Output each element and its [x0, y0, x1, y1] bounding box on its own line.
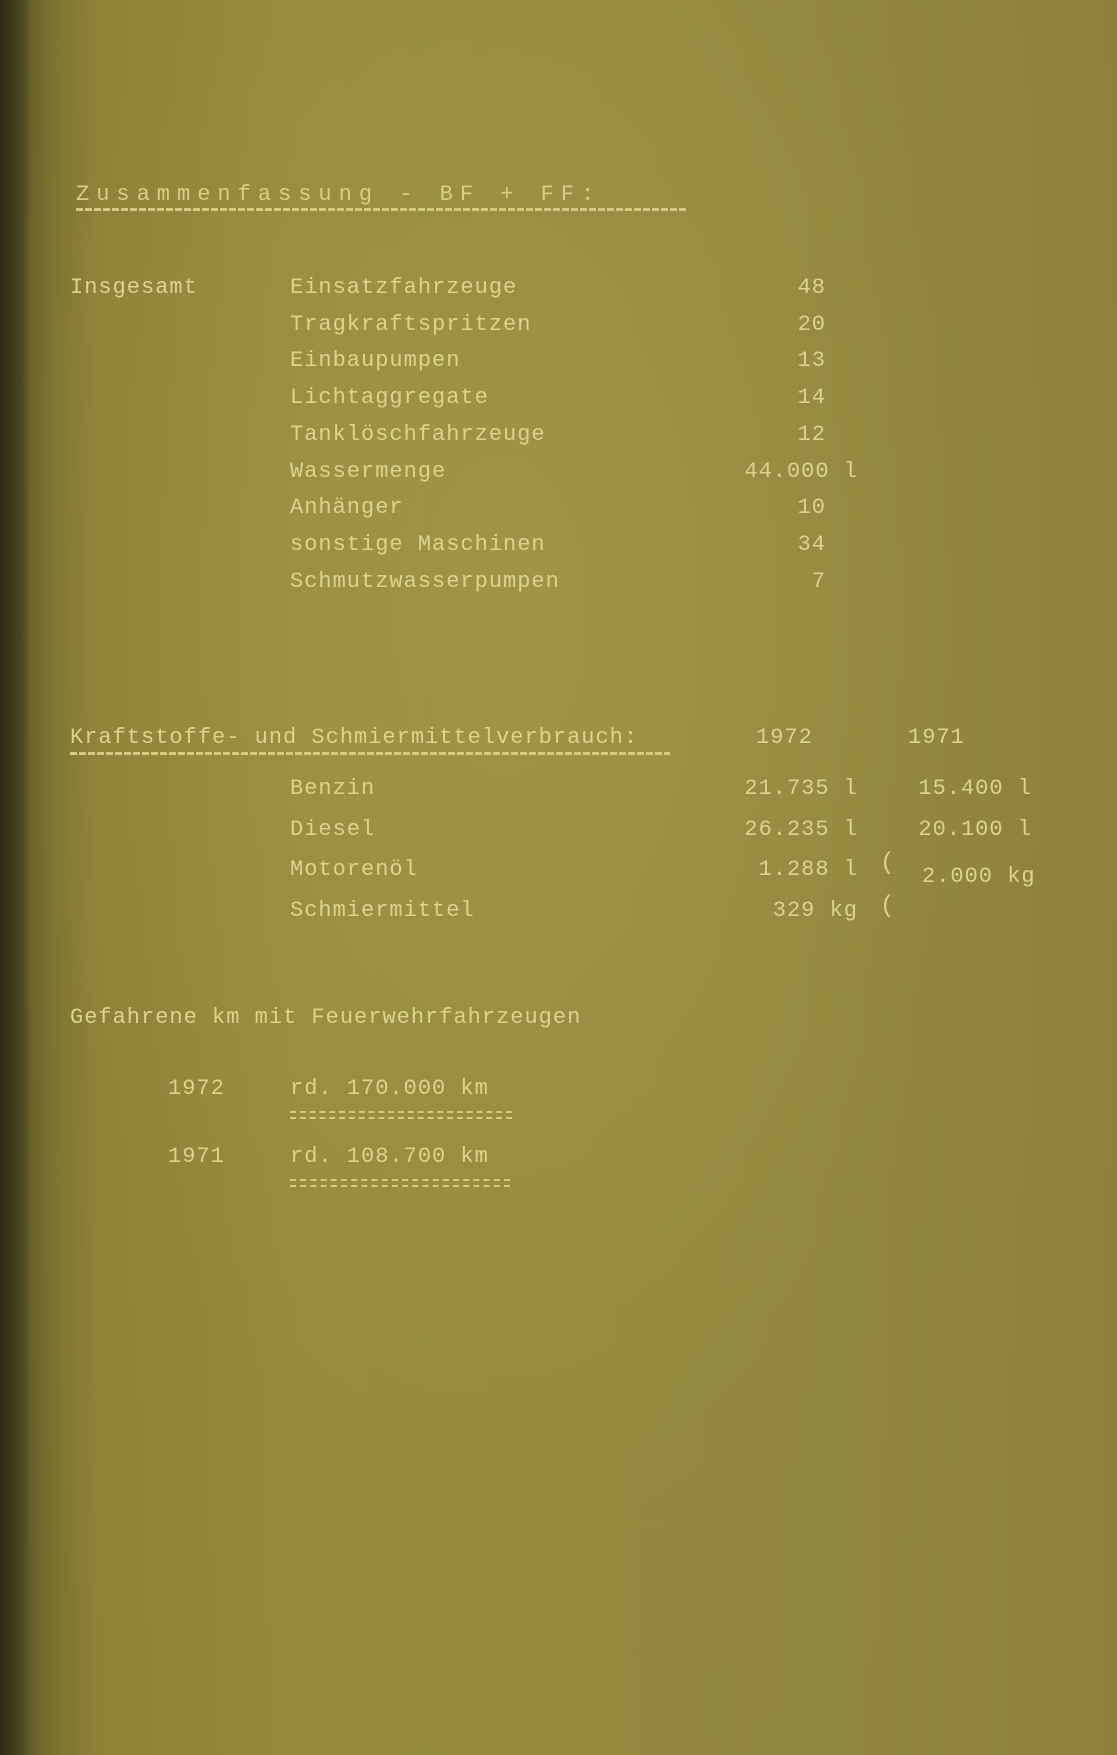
km-row-double-underline — [290, 1179, 510, 1187]
km-row-value: rd. 170.000 km — [290, 1076, 489, 1101]
page-title: Zusammenfassung - BF + FF: — [76, 182, 602, 207]
km-row-year: 1972 — [168, 1076, 225, 1101]
verbrauch-row-1971: 20.100 l — [918, 816, 1032, 842]
verbrauch-row-name: Motorenöl — [290, 857, 418, 882]
insgesamt-item-value: 34 — [797, 531, 826, 557]
verbrauch-row-1972: 329 kg — [772, 897, 858, 923]
verbrauch-row-name: Diesel — [290, 816, 376, 842]
insgesamt-item-name: Anhänger — [290, 495, 404, 521]
insgesamt-item-name: sonstige Maschinen — [290, 531, 546, 557]
verbrauch-row-1971: 15.400 l — [918, 776, 1032, 801]
km-row-value: rd. 108.700 km — [290, 1144, 489, 1169]
verbrauch-heading-underline — [70, 752, 670, 755]
insgesamt-item-value: 20 — [797, 311, 826, 337]
insgesamt-label: Insgesamt — [70, 275, 198, 300]
verbrauch-row-name: Benzin — [290, 776, 376, 801]
insgesamt-item-name: Schmutzwasserpumpen — [290, 568, 560, 594]
insgesamt-item-value: 48 — [797, 275, 826, 300]
km-heading: Gefahrene km mit Feuerwehrfahrzeugen — [70, 1005, 582, 1030]
verbrauch-row-name: Schmiermittel — [290, 897, 475, 923]
insgesamt-item-value: 13 — [797, 348, 826, 374]
insgesamt-item-value: 7 — [811, 568, 826, 594]
verbrauch-row-1972: 21.735 l — [744, 776, 858, 801]
bracket-schmiermittel: ( — [880, 893, 895, 920]
bracket-motorenoel: ( — [880, 850, 895, 877]
insgesamt-item-name: Tanklöschfahrzeuge — [290, 421, 546, 447]
insgesamt-item-value: 12 — [797, 421, 826, 447]
km-row-double-underline — [290, 1111, 512, 1119]
verbrauch-row-1972: 1.288 l — [758, 857, 858, 882]
insgesamt-item-value: 14 — [797, 385, 826, 411]
insgesamt-item-value: 44.000 l — [744, 458, 858, 484]
insgesamt-item-name: Lichtaggregate — [290, 385, 489, 411]
verbrauch-year-1971: 1971 — [908, 725, 965, 750]
insgesamt-item-name: Tragkraftspritzen — [290, 311, 532, 337]
title-underline — [76, 208, 688, 211]
binding-edge — [0, 0, 30, 1755]
insgesamt-item-value: 10 — [797, 495, 826, 521]
insgesamt-item-name: Einsatzfahrzeuge — [290, 275, 518, 300]
verbrauch-row-1972: 26.235 l — [744, 816, 858, 842]
verbrauch-year-1972: 1972 — [756, 725, 813, 750]
combined-1971-value: 2.000 kg — [922, 864, 1036, 889]
km-row-year: 1971 — [168, 1144, 225, 1169]
insgesamt-item-name: Wassermenge — [290, 458, 447, 484]
insgesamt-item-name: Einbaupumpen — [290, 348, 461, 374]
verbrauch-heading: Kraftstoffe- und Schmiermittelverbrauch: — [70, 725, 639, 750]
